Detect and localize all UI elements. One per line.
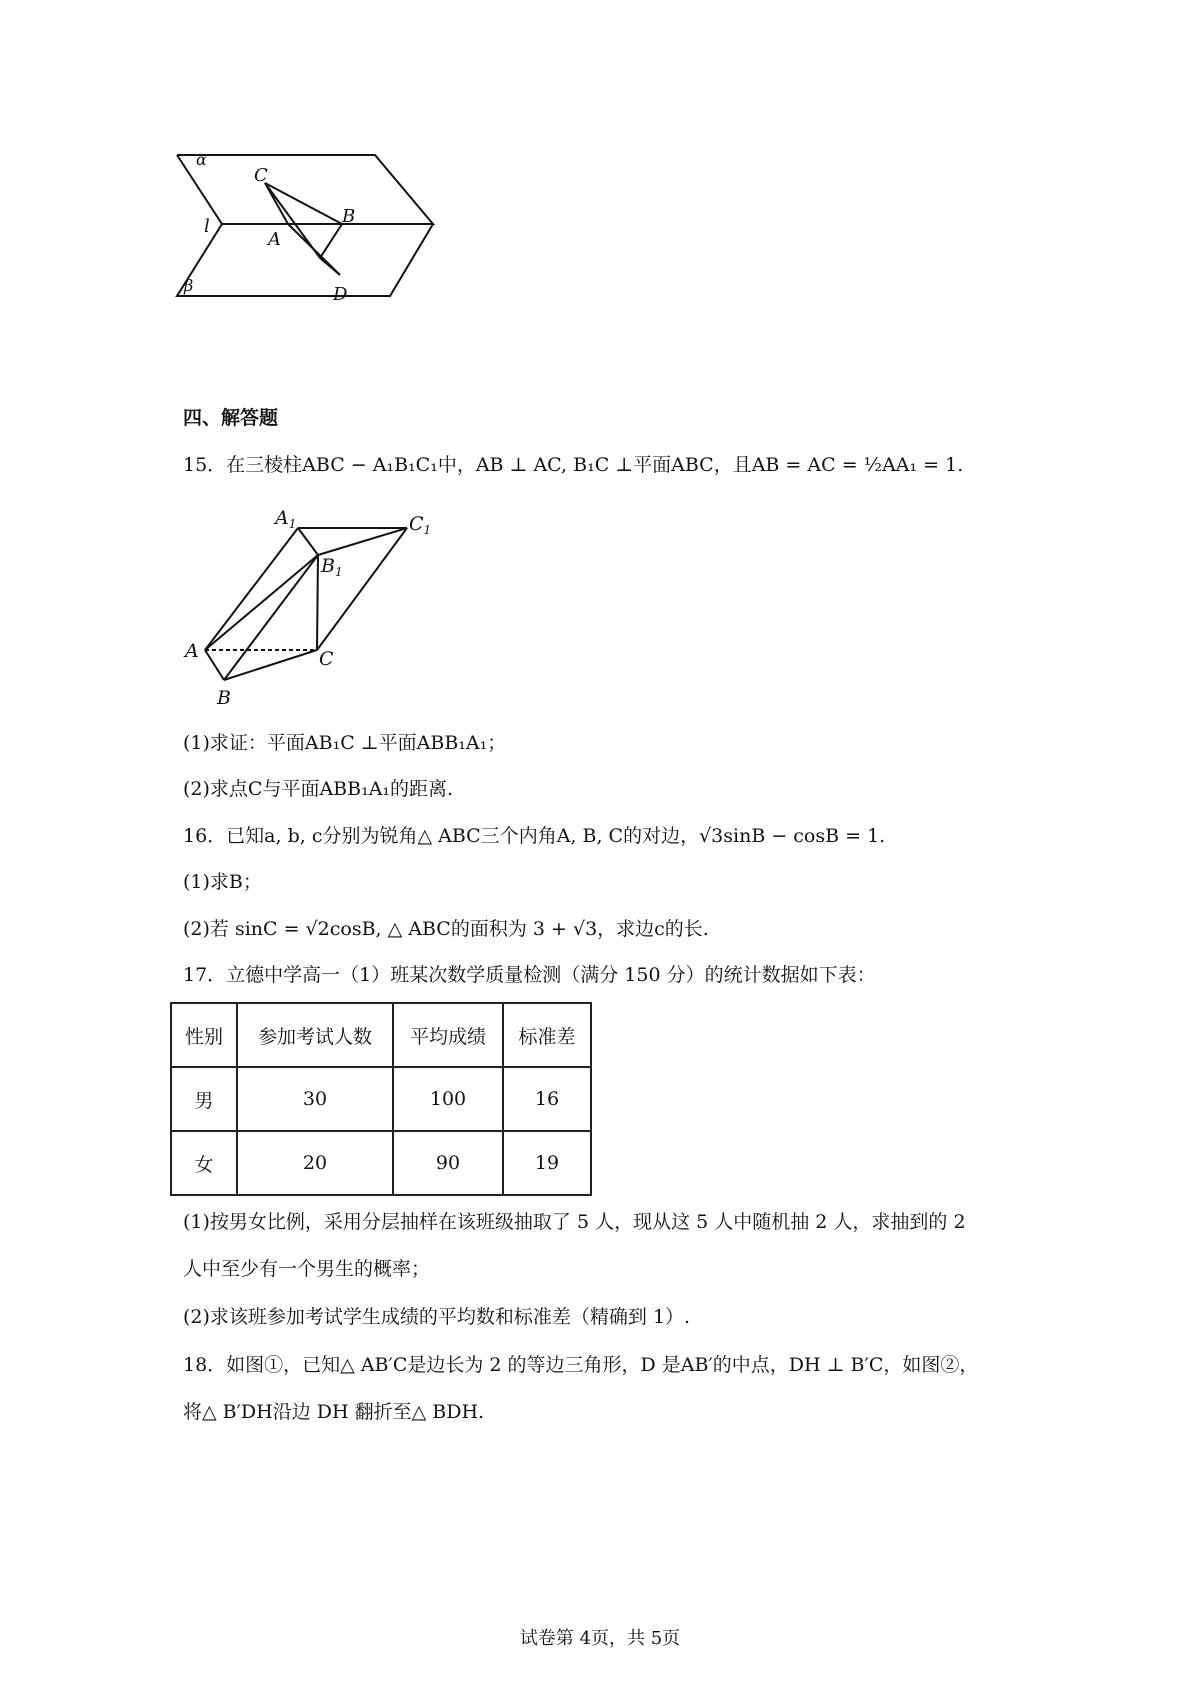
q16-text: 16．已知a, b, c分别为锐角△ ABC三个内角A, B, C的对边，√3sinB − cosB = 1.	[183, 825, 886, 847]
table-row	[171, 1131, 591, 1195]
table-header-row	[171, 1003, 591, 1067]
header-stddev: 标准差	[503, 1003, 591, 1067]
header-gender: 性别	[171, 1003, 237, 1067]
plane-beta-outline	[177, 224, 433, 296]
edge-BD	[320, 224, 342, 258]
label-D: D	[333, 284, 348, 305]
label-B1: $B_1$	[321, 555, 343, 579]
q18-line1: 18．如图①，已知△ AB′C是边长为 2 的等边三角形，D 是AB′的中点，DH ⊥ B′C，如图②，	[183, 1354, 979, 1376]
label-A: A	[268, 229, 281, 250]
label-B: B	[217, 687, 231, 709]
edge-AA1	[205, 528, 298, 650]
q17-part1-line1: (1)按男女比例，采用分层抽样在该班级抽取了 5 人，现从这 5 人中随机抽 2 人，求抽到的 2	[183, 1211, 966, 1233]
label-C1: $C_1$	[409, 513, 432, 537]
table-row	[171, 1067, 591, 1131]
label-A1: $A_1$	[275, 507, 297, 531]
stats-table	[170, 1002, 592, 1196]
section-heading: 四、解答题	[183, 407, 279, 429]
edge-BC	[224, 650, 317, 680]
q15-part1: (1)求证：平面AB₁C ⊥平面ABB₁A₁；	[183, 732, 507, 754]
cell: 16	[503, 1067, 591, 1131]
edge-B1C1	[318, 528, 407, 555]
cell: 20	[237, 1131, 393, 1195]
header-average: 平均成绩	[393, 1003, 503, 1067]
q18-line2: 将△ B′DH沿边 DH 翻折至△ BDH.	[183, 1401, 485, 1423]
q15-part2: (2)求点C与平面ABB₁A₁的距离.	[183, 778, 454, 800]
edge-AB1	[205, 555, 318, 650]
q17-text: 17．立德中学高一（1）班某次数学质量检测（满分 150 分）的统计数据如下表：	[183, 964, 876, 986]
q15-text: 15．在三棱柱ABC − A₁B₁C₁中，AB ⊥ AC, B₁C ⊥平面ABC，且AB = AC = ½AA₁ = 1.	[183, 454, 964, 476]
label-B: B	[342, 206, 356, 227]
dihedral-figure	[170, 150, 450, 330]
edge-BD2	[320, 258, 340, 275]
label-beta: β	[184, 276, 194, 295]
cell: 90	[393, 1131, 503, 1195]
prism-figure	[183, 500, 443, 710]
edge-CC1	[317, 528, 407, 650]
label-l: l	[204, 216, 210, 237]
label-C: C	[254, 165, 268, 186]
q16-part2: (2)若 sinC = √2cosB, △ ABC的面积为 3 + √3，求边c的长.	[183, 918, 709, 940]
label-alpha: α	[196, 150, 207, 169]
q17-part1-line2: 人中至少有一个男生的概率；	[183, 1258, 431, 1280]
label-C: C	[319, 648, 334, 670]
cell: 100	[393, 1067, 503, 1131]
edge-B1C	[317, 555, 318, 650]
cell: 19	[503, 1131, 591, 1195]
header-count: 参加考试人数	[237, 1003, 393, 1067]
q17-part2: (2)求该班参加考试学生成绩的平均数和标准差（精确到 1）.	[183, 1306, 691, 1328]
plane-alpha-outline	[177, 155, 433, 224]
cell: 30	[237, 1067, 393, 1131]
edge-A1B1	[298, 528, 318, 555]
cell: 女	[171, 1131, 237, 1195]
edge-BB1	[224, 555, 318, 680]
cell: 男	[171, 1067, 237, 1131]
q16-part1: (1)求B；	[183, 871, 262, 893]
edge-AB	[205, 650, 224, 680]
label-A: A	[185, 640, 199, 662]
page-footer: 试卷第 4页，共 5页	[519, 1628, 681, 1649]
